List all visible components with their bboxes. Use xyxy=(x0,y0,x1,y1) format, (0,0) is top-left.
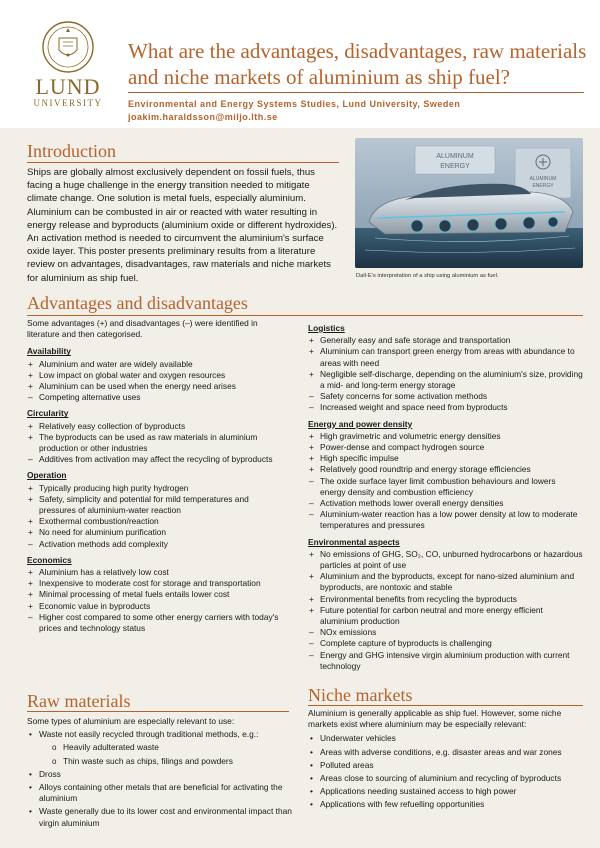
left-category-list xyxy=(27,346,287,634)
logo-word-lund: LUND xyxy=(35,74,101,99)
plus-icon: + xyxy=(28,527,33,538)
minus-icon: – xyxy=(28,392,33,403)
item-text: The oxide surface layer limit combustion behaviours and lowers energy density and combustion efficiency xyxy=(320,475,556,497)
advantage-item xyxy=(27,494,287,516)
disadvantage-item xyxy=(308,402,583,413)
niche-markets-body xyxy=(308,708,583,813)
ship-illustration xyxy=(355,138,583,268)
plus-icon: + xyxy=(309,464,314,475)
advantage-item xyxy=(27,421,287,432)
item-text: Aluminium can be used when the energy need arises xyxy=(39,381,236,392)
sub-list xyxy=(51,742,292,766)
item-text: The byproducts can be used as raw materials in aluminium production or other industries xyxy=(39,431,258,454)
raw-materials-intro: Some types of aluminium are especially relevant to use: xyxy=(27,716,235,726)
advantage-item xyxy=(27,381,287,392)
image-caption: Dall-E's interpretation of a ship using aluminium as fuel. xyxy=(356,273,499,279)
advantage-item xyxy=(308,369,583,391)
item-text: Additives from activation may affect the recycling of byproducts xyxy=(39,454,273,465)
plus-icon: + xyxy=(28,578,33,589)
plus-icon: + xyxy=(28,567,33,578)
minus-icon: – xyxy=(309,391,314,402)
item-text: Future potential for carbon neutral and more energy efficient aluminium production xyxy=(320,604,543,627)
item-text: Aluminium and the byproducts, except for nano-sized aluminium and byproducts, are nontoxic and stable xyxy=(320,571,575,593)
item-text: Increased weight and space need from byproducts xyxy=(320,402,508,413)
plus-icon: + xyxy=(309,604,314,615)
niche-markets-intro: Aluminium is generally applicable as ship fuel. However, some niche markets exist where aluminium may be especially relevant: xyxy=(308,708,562,730)
plus-icon: + xyxy=(28,482,33,493)
advantage-item xyxy=(308,431,583,442)
advantage-item xyxy=(27,578,287,589)
list-item: • Underwater vehicles xyxy=(308,733,583,744)
list-item-text: Waste not easily recycled through traditional methods, e.g.: xyxy=(39,729,259,740)
poster-title: What are the advantages, disadvantages, raw materials and niche markets of aluminium as ship fuel? xyxy=(128,39,587,89)
poster-header xyxy=(0,0,600,128)
intro-paragraph: Ships are globally almost exclusively dependent on fossil fuels, thus facing a huge challenge in the energy transition needed to mitigate climate change. One solution is metal fuels, especially aluminium. Aluminium can be combusted in air or reacted with water resulting in energy release and byproducts (aluminium oxide or different hydroxides). An activation method is needed to circumvent the aluminium's surface oxide layer. This poster presents preliminary results from a literature review on advantages, disadvantages, raw materials and niche markets for aluminium as ship fuel. xyxy=(27,167,338,284)
intro-divider xyxy=(27,162,339,163)
plus-icon: + xyxy=(28,493,33,504)
plus-icon: + xyxy=(28,516,33,527)
panel-text-energy: ENERGY xyxy=(532,183,554,189)
disadvantage-item xyxy=(308,476,583,498)
plus-icon: + xyxy=(309,430,314,441)
item-text: Competing alternative uses xyxy=(39,392,141,403)
contact-email[interactable]: joakim.haraldsson@miljo.lth.se xyxy=(128,112,278,122)
right-category-list xyxy=(308,323,583,672)
item-text: Higher cost compared to some other energy carriers with today's prices and technology status xyxy=(39,611,279,634)
advantage-item xyxy=(308,335,583,346)
item-text: Complete capture of byproducts is challenging xyxy=(320,638,492,649)
banner-text-aluminum: ALUMINUM xyxy=(436,153,474,160)
list-item: • Areas close to sourcing of aluminium and recycling of byproducts xyxy=(308,773,583,784)
disadvantage-item xyxy=(308,391,583,402)
plus-icon: + xyxy=(28,369,33,380)
intro-heading: Introduction xyxy=(27,141,116,161)
item-text: Typically producing high purity hydrogen xyxy=(39,482,189,493)
raw-materials-list xyxy=(27,729,292,829)
plus-icon: + xyxy=(309,346,314,357)
plus-icon: + xyxy=(28,600,33,611)
plus-icon: + xyxy=(309,571,314,582)
niche-markets-divider xyxy=(308,705,583,706)
disadvantage-item xyxy=(27,612,287,634)
raw-materials-divider xyxy=(27,711,289,712)
advantage-item xyxy=(27,432,287,454)
item-text: Energy and GHG intensive virgin aluminium production with current technology xyxy=(320,649,570,671)
advantages-left-column xyxy=(27,318,287,634)
minus-icon: – xyxy=(28,454,33,465)
advantage-item xyxy=(308,464,583,475)
item-text: NOx emissions xyxy=(320,627,377,638)
list-item: • Alloys containing other metals that are beneficial for activating the aluminium xyxy=(27,782,292,804)
advantages-right-column xyxy=(308,318,583,672)
advantage-item xyxy=(27,359,287,370)
affiliation-block xyxy=(128,98,460,124)
item-text: Environmental benefits from recycling the byproducts xyxy=(320,593,517,604)
list-item: • Dross xyxy=(27,769,292,780)
advantages-heading: Advantages and disadvantages xyxy=(27,293,248,313)
raw-materials-heading: Raw materials xyxy=(27,691,131,711)
advantage-item xyxy=(308,571,583,593)
item-text: Safety, simplicity and potential for mild temperatures and pressures of aluminium-water reaction xyxy=(39,493,249,516)
niche-markets-list xyxy=(308,733,583,810)
plus-icon: + xyxy=(309,442,314,453)
plus-icon: + xyxy=(28,431,33,442)
plus-icon: + xyxy=(309,335,314,346)
list-item: • Polluted areas xyxy=(308,760,583,771)
item-text: Negligible self-discharge, depending on the aluminium's size, providing a mid- and long-term energy storage xyxy=(320,368,583,391)
plus-icon: + xyxy=(309,593,314,604)
disadvantage-item xyxy=(308,498,583,509)
list-item: • Areas with adverse conditions, e.g. disaster areas and war zones xyxy=(308,747,583,758)
advantage-item xyxy=(27,589,287,600)
item-text: Exothermal combustion/reaction xyxy=(39,516,159,527)
disadvantage-item xyxy=(27,539,287,550)
item-text: No need for aluminium purification xyxy=(39,527,167,538)
item-text: Inexpensive to moderate cost for storage and transportation xyxy=(39,578,261,589)
item-text: Minimal processing of metal fuels entails lower cost xyxy=(39,589,230,600)
advantage-item xyxy=(27,527,287,538)
raw-materials-body xyxy=(27,716,292,831)
list-item: • Waste generally due to its lower cost and environmental impact than virgin aluminium xyxy=(27,806,292,828)
minus-icon: – xyxy=(309,638,314,649)
item-text: Activation methods add complexity xyxy=(39,538,168,549)
advantage-item xyxy=(27,567,287,578)
minus-icon: – xyxy=(309,475,314,486)
aluminium-ship-image xyxy=(355,138,583,268)
panel-text-aluminum: ALUMINUM xyxy=(529,176,557,182)
advantage-item xyxy=(27,370,287,381)
sub-list-item: o Thin waste such as chips, filings and powders xyxy=(51,756,292,767)
minus-icon: – xyxy=(309,498,314,509)
list-item: • Applications with few refuelling opportunities xyxy=(308,799,583,810)
university-seal-icon xyxy=(41,20,95,74)
plus-icon: + xyxy=(28,420,33,431)
plus-icon: + xyxy=(28,358,33,369)
item-text: Low impact on global water and oxygen resources xyxy=(39,369,226,380)
list-item: • Applications needing sustained access to high power xyxy=(308,786,583,797)
item-text: Activation methods lower overall energy densities xyxy=(320,498,504,509)
category-title: Economics xyxy=(27,554,72,565)
plus-icon: + xyxy=(309,368,314,379)
minus-icon: – xyxy=(309,402,314,413)
minus-icon: – xyxy=(309,649,314,660)
advantage-item xyxy=(308,549,583,571)
category-title: Energy and power density xyxy=(308,418,413,429)
disadvantage-item xyxy=(308,509,583,531)
item-text: High specific impulse xyxy=(320,453,399,464)
affiliation: Environmental and Energy Systems Studies, Lund University, Sweden xyxy=(128,99,461,109)
disadvantage-item xyxy=(308,650,583,672)
category-title: Operation xyxy=(27,470,67,481)
category-title: Logistics xyxy=(308,323,345,333)
disadvantage-item xyxy=(27,392,287,403)
plus-icon: + xyxy=(309,453,314,464)
advantage-item xyxy=(27,516,287,527)
minus-icon: – xyxy=(309,627,314,638)
category-title: Environmental aspects xyxy=(308,536,400,547)
disadvantage-item xyxy=(27,454,287,465)
item-text: Power-dense and compact hydrogen source xyxy=(320,442,485,453)
item-text: Relatively easy collection of byproducts xyxy=(39,420,186,431)
title-divider xyxy=(128,92,584,93)
item-text: Aluminium and water are widely available xyxy=(39,358,193,369)
minus-icon: – xyxy=(309,509,314,520)
item-text: Aluminium can transport green energy from areas with abundance to areas with need xyxy=(320,346,575,368)
item-text: Relatively good roundtrip and energy storage efficiencies xyxy=(320,464,531,475)
lund-university-logo xyxy=(30,20,106,116)
item-text: Aluminium-water reaction has a low power density at low to moderate temperatures and pressures xyxy=(320,509,578,531)
plus-icon: + xyxy=(28,381,33,392)
advantage-item xyxy=(27,601,287,612)
advantage-item xyxy=(308,605,583,627)
advantage-item xyxy=(308,453,583,464)
logo-word-university: UNIVERSITY xyxy=(33,98,103,108)
category-title: Availability xyxy=(27,346,71,357)
disadvantage-item xyxy=(308,638,583,649)
sub-list-item: o Heavily adulterated waste xyxy=(51,742,292,753)
advantage-item xyxy=(308,346,583,368)
list-item xyxy=(27,729,292,767)
advantage-item xyxy=(27,483,287,494)
item-text: Generally easy and safe storage and transportation xyxy=(320,335,511,346)
advantage-item xyxy=(308,442,583,453)
item-text: Aluminium has a relatively low cost xyxy=(39,567,169,578)
item-text: Safety concerns for some activation methods xyxy=(320,391,488,402)
niche-markets-heading: Niche markets xyxy=(308,685,413,705)
advantages-intro: Some advantages (+) and disadvantages (–) were identified in literature and then categorised. xyxy=(27,318,258,340)
advantage-item xyxy=(308,594,583,605)
plus-icon: + xyxy=(309,548,314,559)
item-text: No emissions of GHG, SO₂, CO, unburned hydrocarbons or hazardous particles at point of use xyxy=(320,548,583,571)
item-text: Economic value in byproducts xyxy=(39,600,151,611)
category-title: Circularity xyxy=(27,408,69,419)
item-text: High gravimetric and volumetric energy densities xyxy=(320,430,501,441)
plus-icon: + xyxy=(28,589,33,600)
minus-icon: – xyxy=(28,538,33,549)
banner-text-energy: ENERGY xyxy=(440,163,470,170)
disadvantage-item xyxy=(308,627,583,638)
advantages-divider xyxy=(27,315,583,316)
minus-icon: – xyxy=(28,611,33,622)
